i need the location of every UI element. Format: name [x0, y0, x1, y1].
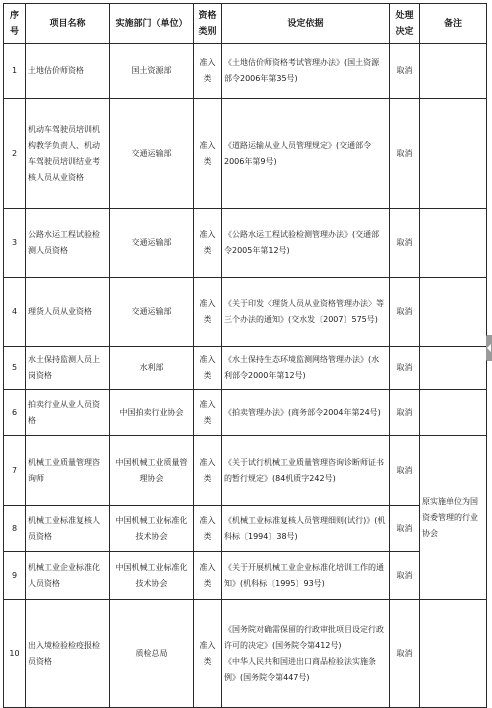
cell-decision: 取消	[390, 99, 420, 209]
cell-type: 准入类	[194, 390, 222, 436]
cell-note	[420, 347, 487, 390]
cell-note	[420, 600, 487, 708]
cell-name: 拍卖行业从业人员资格	[26, 390, 110, 436]
cell-basis: 《公路水运工程试验检测管理办法》(交通部令2005年第12号)	[222, 209, 390, 278]
cell-seq: 3	[4, 209, 26, 278]
cell-dept: 国土资源部	[110, 44, 194, 99]
cell-basis: 《关于开展机械工业企业标准化培训工作的通知》(机科标〔1995〕93号)	[222, 552, 390, 600]
cell-name: 机械工业企业标准化人员资格	[26, 552, 110, 600]
table-row	[4, 436, 487, 506]
cell-note	[420, 44, 487, 99]
table-row	[4, 99, 487, 209]
cell-seq: 2	[4, 99, 26, 209]
cell-basis: 《拍卖管理办法》(商务部令2004年第24号)	[222, 390, 390, 436]
cell-decision: 取消	[390, 44, 420, 99]
cell-basis: 《土地估价师资格考试管理办法》(国土资源部令2006年第35号)	[222, 44, 390, 99]
cell-dept: 交通运输部	[110, 209, 194, 278]
header-type: 资格类别	[194, 4, 222, 44]
cell-seq: 8	[4, 506, 26, 552]
cell-dept: 中国机械工业质量管理协会	[110, 436, 194, 506]
cell-type: 准入类	[194, 278, 222, 347]
cell-decision: 取消	[390, 278, 420, 347]
cell-decision: 取消	[390, 209, 420, 278]
header-row	[4, 4, 487, 44]
header-dept: 实施部门（单位）	[110, 4, 194, 44]
cell-type: 准入类	[194, 506, 222, 552]
basis-line-2: 《中华人民共和国进出口商品检验法实施条例》(国务院令第447号)	[224, 656, 376, 682]
header-name: 项目名称	[26, 4, 110, 44]
header-seq: 序号	[4, 4, 26, 44]
cell-name: 出入境检验检疫报检员资格	[26, 600, 110, 708]
cell-name: 机械工业质量管理咨询师	[26, 436, 110, 506]
cell-basis: 《关于试行机械工业质量管理咨询诊断师证书的暂行规定》(84机质字242号)	[222, 436, 390, 506]
cell-name: 水土保持监测人员上岗资格	[26, 347, 110, 390]
cell-decision: 取消	[390, 506, 420, 552]
table-row	[4, 506, 487, 552]
cell-type: 准入类	[194, 209, 222, 278]
cell-type: 准入类	[194, 436, 222, 506]
cell-note	[420, 278, 487, 347]
cell-name: 土地估价师资格	[26, 44, 110, 99]
cell-basis	[222, 600, 390, 708]
cell-decision: 取消	[390, 552, 420, 600]
qualification-table	[3, 3, 487, 708]
cell-dept: 水利部	[110, 347, 194, 390]
cell-basis: 《机械工业标准复核人员管理细则(试行)》(机科标〔1994〕38号)	[222, 506, 390, 552]
cell-dept: 质检总局	[110, 600, 194, 708]
cell-name: 公路水运工程试验检测人员资格	[26, 209, 110, 278]
cell-seq: 10	[4, 600, 26, 708]
cell-type: 准入类	[194, 99, 222, 209]
cell-seq: 5	[4, 347, 26, 390]
cell-dept: 中国机械工业标准化技术协会	[110, 506, 194, 552]
table-row	[4, 209, 487, 278]
header-basis: 设定依据	[222, 4, 390, 44]
cell-dept: 交通运输部	[110, 99, 194, 209]
cell-note	[420, 390, 487, 436]
cell-decision: 取消	[390, 436, 420, 506]
cell-note	[420, 99, 487, 209]
merged-note-cell: 原实施单位为国资委管理的行业协会	[420, 436, 487, 600]
cell-dept: 中国拍卖行业协会	[110, 390, 194, 436]
cell-name: 机械工业标准复核人员资格	[26, 506, 110, 552]
cell-name: 机动车驾驶员培训机构教学负责人、机动车驾驶员培训结业考核人员从业资格	[26, 99, 110, 209]
cell-name: 理货人员从业资格	[26, 278, 110, 347]
table-row	[4, 390, 487, 436]
table-row	[4, 552, 487, 600]
cell-decision: 取消	[390, 347, 420, 390]
header-note: 备注	[420, 4, 487, 44]
table-row	[4, 600, 487, 708]
cell-seq: 4	[4, 278, 26, 347]
cell-basis: 《水土保持生态环境监测网络管理办法》(水利部令2000年第12号)	[222, 347, 390, 390]
cell-seq: 6	[4, 390, 26, 436]
cell-seq: 9	[4, 552, 26, 600]
table-row	[4, 347, 487, 390]
cell-dept: 交通运输部	[110, 278, 194, 347]
cell-type: 准入类	[194, 44, 222, 99]
basis-line-1: 《国务院对确需保留的行政审批项目设定行政许可的决定》(国务院令第412号)	[224, 624, 384, 650]
cell-dept: 中国机械工业标准化技术协会	[110, 552, 194, 600]
cell-seq: 7	[4, 436, 26, 506]
cell-type: 准入类	[194, 347, 222, 390]
table-row	[4, 44, 487, 99]
cell-type: 准入类	[194, 552, 222, 600]
table-row	[4, 278, 487, 347]
cell-decision: 取消	[390, 390, 420, 436]
cell-type: 准入类	[194, 600, 222, 708]
cell-decision: 取消	[390, 600, 420, 708]
cell-basis: 《关于印发〈理货人员从业资格管理办法〉等三个办法的通知》(交水发〔2007〕575号)	[222, 278, 390, 347]
cell-seq: 1	[4, 44, 26, 99]
cell-note	[420, 209, 487, 278]
header-decision: 处理决定	[390, 4, 420, 44]
side-collapse-handle[interactable]	[486, 335, 492, 361]
cell-basis: 《道路运输从业人员管理规定》(交通部令2006年第9号)	[222, 99, 390, 209]
